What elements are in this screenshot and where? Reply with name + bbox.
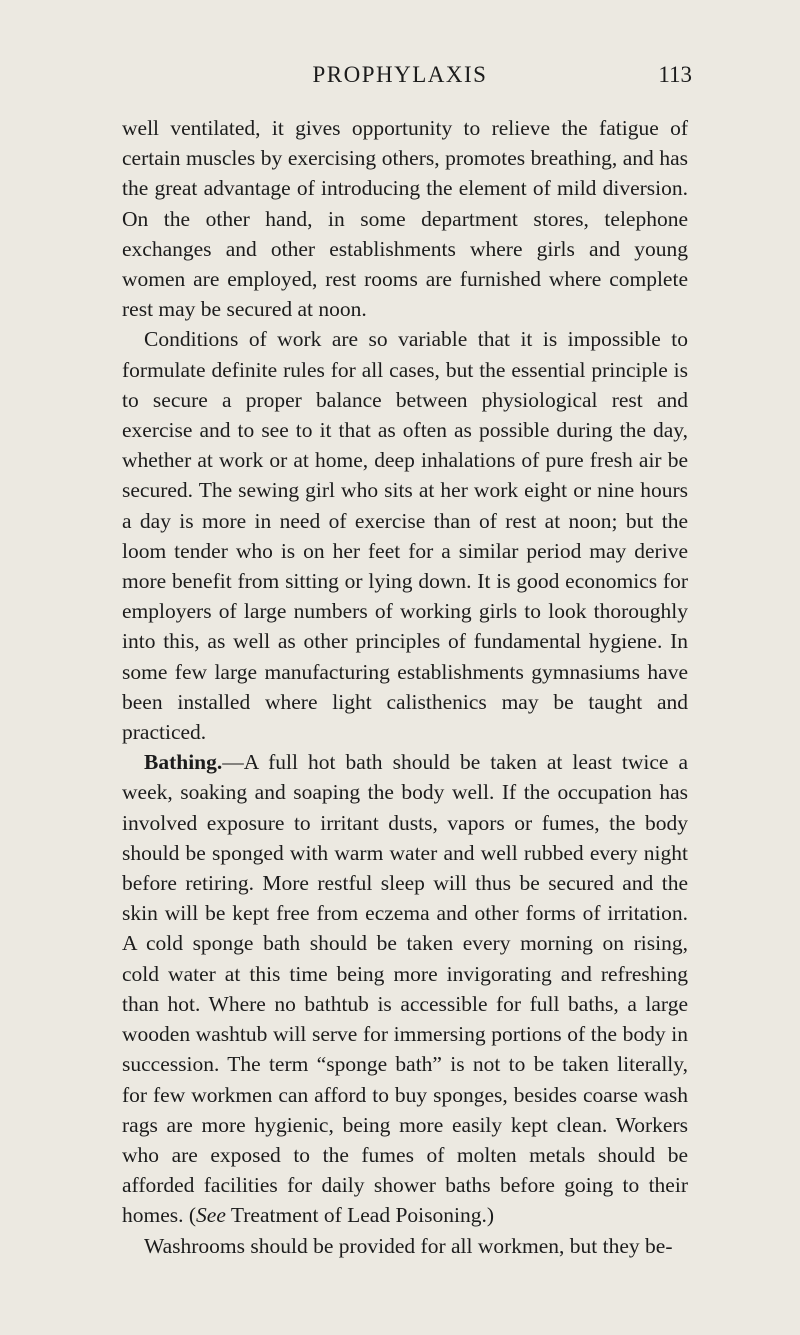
paragraph-conditions-of-work: Conditions of work are so variable that it is impossible to formulate definite rules for all cases, but the essential principle is to secure a proper balance between physiological rest and exercise and to see to it that as often as possible during the day, whether at work or at home, deep inhalations of pure fresh air be secured. The sewing girl who sits at her work eight or nine hours a day is more in need of exercise than of rest at noon; but the loom tender who is on her feet for a similar period may derive more benefit from sitting or lying down. It is good economics for employers of large numbers of working girls to look thoroughly into this, as well as other principles of fundamental hygiene. In some few large manufacturing establishments gymnasiums have been installed where light calisthenics may be taught and practiced. xyxy=(122,327,688,745)
section-heading-bathing: Bathing. xyxy=(144,750,223,775)
body-text xyxy=(122,113,688,1261)
paragraph-bathing xyxy=(122,747,688,1230)
see-reference: See xyxy=(196,1203,226,1228)
bathing-text: —A full hot bath should be taken at least twice a week, soaking and soaping the body well. If the occupation has involved exposure to irritant dusts, vapors or fumes, the body should be sponged with warm water and well rubbed every night before retiring. More restful sleep will thus be secured and the skin will be kept free from eczema and other forms of irritation. A cold sponge bath should be taken every morning on rising, cold water at this time being more invigorating and refreshing than hot. Where no bathtub is accessible for full baths, a large wooden washtub will serve for immersing portions of the body in succession. The term “sponge bath” is not to be taken literally, for few workmen can afford to buy sponges, besides coarse wash rags are more hygienic, being more easily kept clean. Workers who are exposed to the fumes of molten metals should be afforded facilities for daily shower baths before going to their homes. ( xyxy=(122,750,688,1228)
bathing-text-end: Treatment of Lead Poisoning.) xyxy=(225,1203,495,1228)
paragraph-washrooms: Washrooms should be provided for all workmen, but they be- xyxy=(144,1233,673,1258)
page-number: 113 xyxy=(658,62,692,87)
paragraph-rest-rooms: well ventilated, it gives opportunity to relieve the fatigue of certain muscles by exercising others, promotes breathing, and has the great advantage of introducing the element of mild diversion. On the other hand, in some department stores, telephone exchanges and other establishments where girls and young women are employed, rest rooms are furnished where complete rest may be secured at noon. xyxy=(122,116,688,322)
running-head xyxy=(120,62,692,94)
running-title: PROPHYLAXIS xyxy=(312,62,488,87)
